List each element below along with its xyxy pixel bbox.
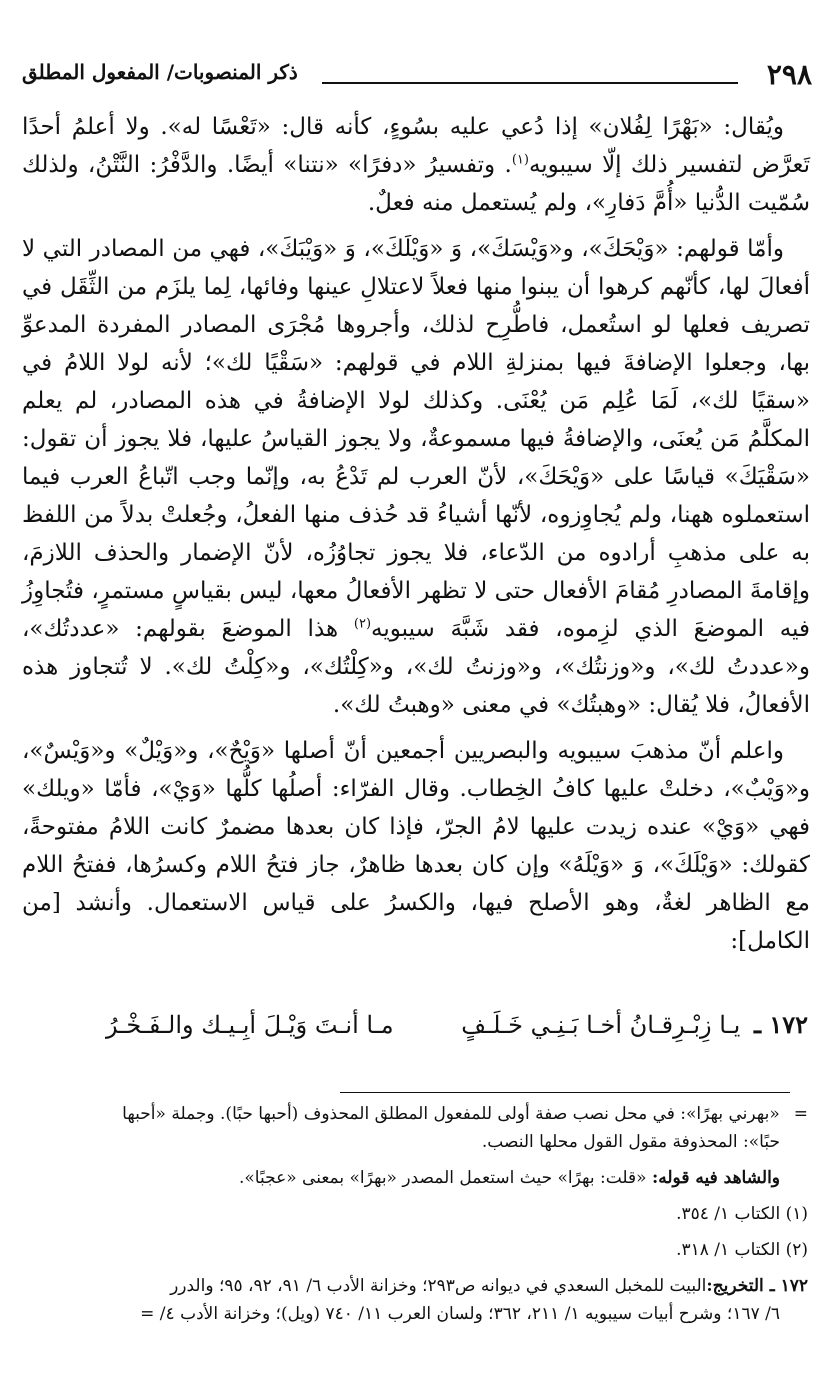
continuation-text-1: «بهرني بهرًا»: في محل نصب صفة أولى للمفعول المطلق المحذوف (أحبها حبًا). وجملة «أحبها [122,1104,780,1124]
page-number: ٢٩٨ [766,58,812,91]
paragraph-2 [22,230,810,724]
paragraph-3-text: واعلم أنّ مذهبَ سيبويه والبصريين أجمعين أنّ أصلها «وَيْحٌ»، و«وَيْلٌ» و«وَيْسٌ»، و«وَيْبٌ»، دخلتْ عليها كافُ الخِطاب. وقال الفرّاء: أصلُها كلُّها «وَيْ»، فأمّا «ويلك» فهي «وَيْ» عنده زيدت عليها لامُ الجرّ، فإذا كان بعدها مضمرٌ كانت اللامُ مفتوحةً، كقولك: «وَيْلَكَ»، وَ «وَيْلَهُ» وإن كان بعدها ظاهرٌ، جاز فتحُ اللام وكسرُها، ففتحُ اللام مع الظاهر لغةٌ، وهو الأصلح فيها، والكسرُ على قياس الاستعمال. وأنشد [من الكامل]: [22,738,810,954]
footnote-2-number: (٢) [785,1240,808,1260]
footnote-separator [340,1092,790,1093]
footnote-1 [14,1200,808,1228]
footnote-1-number: (١) [785,1204,808,1224]
takhrij-text-1: البيت للمخبل السعدي في ديوانه ص٢٩٣؛ وخزانة الأدب ٦/ ٩١، ٩٢، ٩٥؛ والدرر [170,1276,707,1296]
running-title: ذكر المنصوبات/ المفعول المطلق [22,60,298,84]
footnote-ref-2[interactable]: (٢) [353,616,372,632]
footnote-continuation-line-1 [14,1100,808,1128]
footnote-ref-1[interactable]: (١) [511,152,529,168]
page-header [22,48,820,91]
footnote-continuation-line-2: حبًا»: المحذوفة مقول القول محلها النصب. [481,1132,780,1152]
header-rule [322,82,738,84]
paragraph-3 [22,732,810,960]
footnote-1-text: الكتاب ١/ ٣٥٤. [676,1204,781,1224]
takhrij-line-2: ٦/ ١٦٧؛ وشرح أبيات سيبويه ١/ ٢١١، ٣٦٢؛ ولسان العرب ١١/ ٧٤٠ (ويل)؛ وخزانة الأدب ٤/ = [140,1304,780,1324]
witness-text: «قلت: بهرًا» حيث استعمل المصدر «بهرًا» بمعنى «عجبًا». [238,1168,647,1188]
paragraph-2-tail: هذا الموضعَ بقولهم: «عددتُك»، و«عددتُ لك»، و«وزنتُك»، و«وزنتُ لك»، و«كِلْتُك»، و«كِلْتُ لك». لا تُتجاوز هذه الأفعالُ، فلا يُقال: «وهبتُك» في معنى «وهبتُ لك». [22,616,810,718]
witness-line [14,1164,808,1192]
takhrij-line-1 [14,1272,808,1300]
witness-label: والشاهد فيه قوله: [651,1168,780,1188]
footnote-2 [14,1236,808,1264]
paragraph-1-text: ويُقال: «بَهْرًا لِفُلان» إذا دُعي عليه بسُوءٍ، كأنه قال: «تَعْسًا له». ولا أعلمُ أحدًا تَعرَّض لتفسير ذلك إلّا سيبويه [22,114,810,178]
paragraph-2-text: وأمّا قولهم: «وَيْحَكَ»، و«وَيْسَكَ»، وَ «وَيْلَكَ»، وَ «وَيْبَكَ»، فهي من المصادر التي لا أفعالَ لها، كأنّهم كرهوا أن يبنوا منها فعلاً لاعتلالِ عينها وفائها، لِما يلزَم من الثِّقَل في تصريف فعلها لو استُعمل، فاطُّرِح لذلك، وأجروها مُجْرَى المصادر المفردة المدعوِّ بها، وجعلوا الإضافةَ فيها بمنزلةِ اللام في قولهم: «سَقْيًا لك»؛ لأنه لولا اللامُ في «سقيًا لك»، لَمَا عُلِم مَن يُعْنَى. وكذلك لولا الإضافةُ في هذه المصادر، لم يعلم المكلَّمُ مَن يُعنَى، والإضافةُ فيها مسموعةٌ، ولا يجوز القياسُ عليها، فلا يجوز أن تقول: «سَقْيَكَ» قياسًا على «وَيْحَكَ»، لأنّ العرب لم تَدْعُ به، وإنّما وجب اتّباعُ العرب فيما استعملوه ههنا، ولم يُجاوِزوه، لأنّها أشياءُ قد حُذف منها الفعلُ، وجُعلتْ بدلاً من اللفظ به على مذهبِ أرادوه من الدّعاء، فلا يجوز تجاوُزُه، لأنّ الإضمار والحذف اللازمَ، وإقامةَ المصادرِ مُقامَ الأفعال حتى لا تظهر الأفعالُ معها، ليس بقياسٍ مستمرٍ، فتُجاوِزُ فيه الموضعَ الذي لزِموه، فقد شَبَّهَ سيبويه [22,236,810,642]
main-text [22,108,810,960]
paragraph-1 [22,108,810,222]
verse-number: ١٧٢ ـ [753,1010,808,1039]
footnotes [14,1100,808,1328]
verse-hemistich-2: مـا أنـتَ وَيْـلَ أبِـيـك والـفَـخْـرُ [106,1011,394,1039]
footnote-2-text: الكتاب ١/ ٣١٨. [676,1240,781,1260]
continuation-mark: = [793,1104,808,1124]
paragraph-1-tail: . وتفسيرُ «دفرًا» «نتنا» أيضًا. والدَّفْرُ: النَّتْنُ، ولذلك سُمّيت الدُّنيا «أُمَّ دَفارِ»، ولم يُستعمل منه فعلٌ. [22,152,810,216]
poetry-verse [22,1010,808,1039]
takhrij-label: ١٧٢ ـ التخريج: [706,1276,808,1296]
verse-hemistich-1: يـا زِبْـرِقـانُ أخـا بَـنِـي خَـلَـفٍ [461,1011,741,1039]
